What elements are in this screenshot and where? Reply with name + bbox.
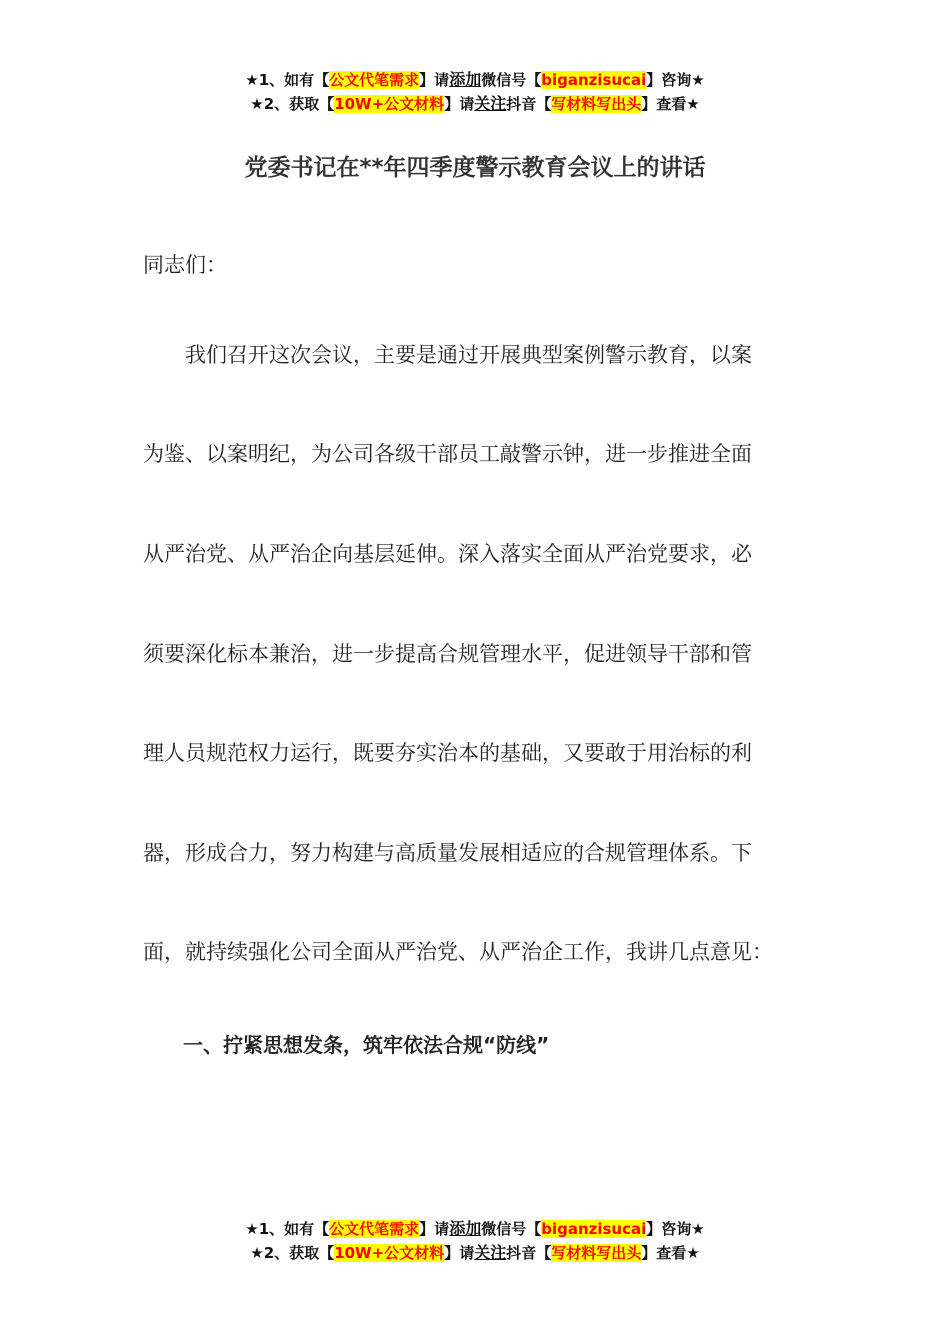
add-emphasis: 添加 (449, 1219, 482, 1238)
footer-banner (0, 1217, 950, 1265)
paragraph-line: 我们召开这次会议，主要是通过开展典型案例警示教育，以案 (143, 343, 752, 367)
douyin-highlight: 写材料写出头 (551, 95, 642, 113)
follow-emphasis: 关注 (474, 1243, 507, 1262)
materials-highlight: 10W+公文材料 (334, 95, 445, 113)
paragraph-line: 器，形成合力，努力构建与高质量发展相适应的合规管理体系。下 (143, 841, 752, 865)
paragraph-line: 为鉴、以案明纪，为公司各级干部员工敲警示钟，进一步推进全面 (143, 442, 752, 466)
header-banner (0, 68, 950, 116)
banner-line-1: ★1、如有【公文代笔需求】请添加微信号【biganzisucai】咨询★ (245, 70, 705, 89)
banner-line-2: ★2、获取【10W+公文材料】请关注抖音【写材料写出头】查看★ (250, 94, 700, 113)
banner-line-1: ★1、如有【公文代笔需求】请添加微信号【biganzisucai】咨询★ (245, 1219, 705, 1238)
follow-emphasis: 关注 (474, 94, 507, 113)
ghostwriting-highlight: 公文代笔需求 (329, 1220, 420, 1238)
paragraph-line: 从严治党、从严治企向基层延伸。深入落实全面从严治党要求，必 (143, 542, 752, 566)
add-emphasis: 添加 (449, 70, 482, 89)
ghostwriting-highlight: 公文代笔需求 (329, 71, 420, 89)
banner-line-2: ★2、获取【10W+公文材料】请关注抖音【写材料写出头】查看★ (250, 1243, 700, 1262)
paragraph-line: 理人员规范权力运行，既要夯实治本的基础，又要敢于用治标的利 (143, 741, 752, 765)
paragraph-line: 面，就持续强化公司全面从严治党、从严治企工作，我讲几点意见： (143, 940, 773, 964)
materials-highlight: 10W+公文材料 (334, 1244, 445, 1262)
paragraph-line: 须要深化标本兼治，进一步提高合规管理水平，促进领导干部和管 (143, 642, 752, 666)
section-heading: 一、拧紧思想发条，筑牢依法合规“防线” (183, 1033, 550, 1057)
douyin-highlight: 写材料写出头 (551, 1244, 642, 1262)
wechat-id-highlight: biganzisucai (541, 1220, 647, 1238)
wechat-id-highlight: biganzisucai (541, 71, 647, 89)
document-title: 党委书记在**年四季度警示教育会议上的讲话 (244, 155, 706, 181)
salutation: 同志们： (143, 253, 227, 277)
